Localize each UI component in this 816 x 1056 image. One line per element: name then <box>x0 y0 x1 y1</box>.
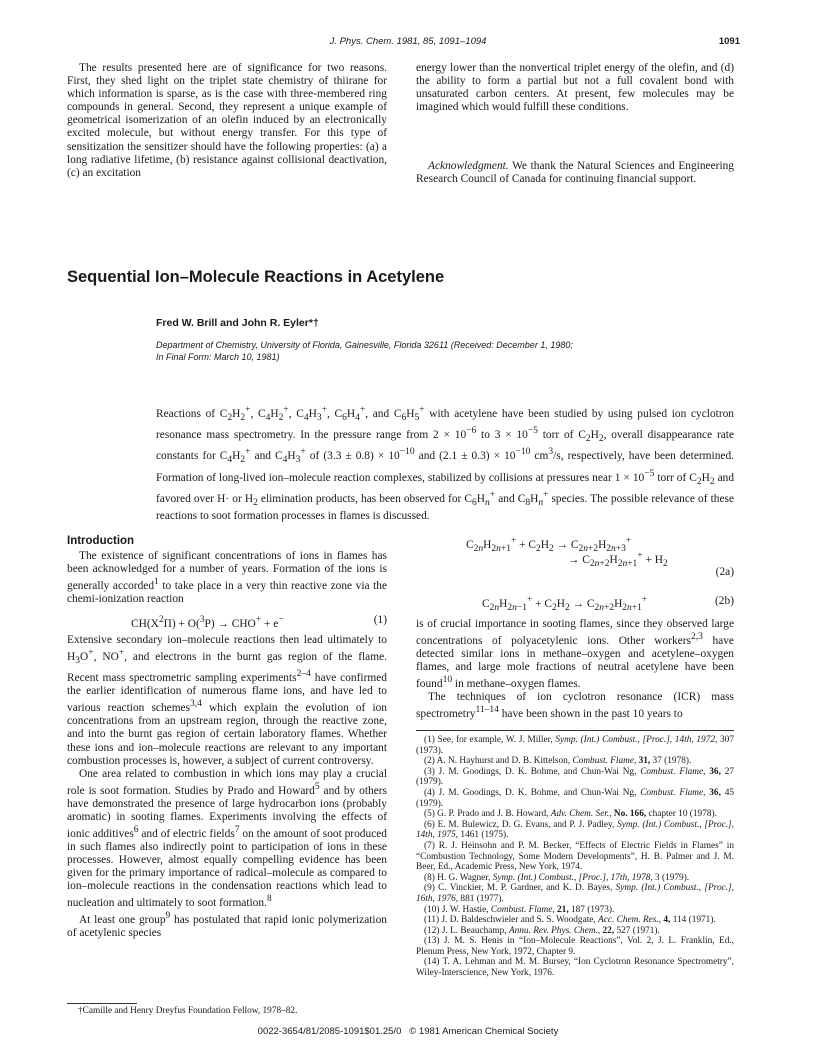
equation-2a-line-1: $C_{2n}H_{2n+1}^+ + C_2H_2 \to C_{2n+2}H_{2n+3}^+$ <box>466 536 632 555</box>
acknowledgment-text: We thank the Natural Sciences and Engineering Research Council of Canada for continuing financial support. <box>416 160 734 186</box>
affiliation-line-1: Department of Chemistry, University of Florida, Gainesville, Florida 32611 (Received: December 1, 1980; <box>156 340 573 350</box>
acknowledgment-label: Acknowledgment. <box>428 160 509 172</box>
reference-item: (12) J. L. Beauchamp, Annu. Rev. Phys. Chem., 22, 527 (1971). <box>424 925 660 936</box>
equation-1 <box>67 614 387 628</box>
equation-2b <box>416 595 734 614</box>
equation-1-number: (1) <box>373 614 387 627</box>
reference-item: (7) R. J. Heinsohn and P. M. Becker, “Effects of Electric Fields in Flames” in “Combustion Technology, Some Modern Developments”, H. B. Palmer and J. M. Beer, Ed., Academic Press, New York, 1974. <box>416 840 734 873</box>
acknowledgment <box>416 160 734 186</box>
reference-item: (5) G. P. Prado and J. B. Howard, Adv. Chem. Ser., No. 166, chapter 10 (1978). <box>424 809 717 820</box>
previous-article-right <box>416 62 734 114</box>
introduction-heading: Introduction <box>67 535 135 547</box>
previous-article-paragraph: The results presented here are of significance for two reasons. First, they shed light on the triplet state chemistry of thiirane for which information is sparse, as is the case with three-membered ring compounds in general. Second, they represent a unique example of geometrical isomerization of an olefin induced by an electronically excited molecule, but without energy transfer. For this type of sensitization the sensitizer should have the following properties: (a) a long radiative lifetime, (b) resistance against collisional deactivation, (c) an excitation <box>67 62 387 179</box>
intro-body <box>67 550 387 940</box>
abstract <box>156 404 734 523</box>
author-footnote: †Camille and Henry Dreyfus Foundation Fellow, 1978–82. <box>78 1006 298 1016</box>
references-list <box>416 735 734 979</box>
equation-2a <box>416 536 734 581</box>
running-header-journal: J. Phys. Chem. 1981, 85, 1091–1094 <box>329 36 487 47</box>
equation-2a-line-2: → $C_{2n+2}H_{2n+1}^+ + H_2$ <box>568 551 668 570</box>
reference-item: (13) J. M. S. Henis in “Ion–Molecule Reactions”, Vol. 2, J. L. Franklin, Ed., Plenum Press, New York, 1972, Chapter 9. <box>416 936 734 957</box>
reference-item: (2) A. N. Hayhurst and D. B. Kittelson, Combust. Flame, 31, 37 (1978). <box>424 756 692 767</box>
article-title: Sequential Ion–Molecule Reactions in Acetylene <box>67 268 445 286</box>
reference-item: (10) J. W. Hastie, Combust. Flame, 21, 187 (1973). <box>424 904 615 915</box>
equation-2b-body: $C_{2n}H_{2n-1}^+ + C_2H_2 \to C_{2n+2}H_{2n+1}^+$ <box>482 595 648 614</box>
reference-item: (11) J. D. Baldeschwieler and S. S. Woodgate, Acc. Chem. Res., 4, 114 (1971). <box>424 915 716 926</box>
reference-item: (6) E. M. Bulewicz, D. G. Evans, and P. J. Padley, Symp. (Int.) Combust., [Proc.], 14th, 1975, 1461 (1975). <box>416 819 734 841</box>
intro-paragraph-2: Extensive secondary ion–molecule reactions then lead ultimately to $H_3O^+$, NO+, and electrons in the burnt gas region of the flame. Recent mass spectrometric sampling experiments$^{2-4}$ have confirmed the earlier identification of numerous flame ions, and have led to various reaction schemes$^{3,4}$ which explain the evolution of ion concentrations from an upstream region, through the reactive zone, and into the burnt gas region of certain laboratory flames. Whether these ions and ion–molecule reactions are relevant to any important combustion processes is, however, a subject of current controversy. <box>67 634 387 767</box>
article-authors: Fred W. Brill and John R. Eyler*† <box>156 317 319 329</box>
references-rule <box>416 730 734 731</box>
equation-2b-number: (2b) <box>715 595 734 607</box>
right-column-body <box>416 618 734 721</box>
equation-1-body: $CH(X^2\Pi) + O(^3P) \to CHO^+ + e^-$ <box>131 615 284 630</box>
abstract-text: Reactions of $C_2H_2^+$, $C_4H_2^+$, $C_4H_3^+$, $C_6H_4^+$, and $C_6H_5^+$ with acetylene have been studied by using pulsed ion cyclotron resonance mass spectrometry. In the pressure range from $2 \times 10^{-6}$ to $3 \times 10^{-5}$ torr of $C_2H_2$, overall disappearance rate constants for $C_4H_2^+$ and $C_4H_3^+$ of $(3.3 \pm 0.8) \times 10^{-10}$ and $(2.1 \pm 0.3) \times 10^{-10}$ $cm^3/s$, respectively, have been determined. Formation of long-lived ion–molecule reaction complexes, stabilized by collisions at pressures near $1 \times 10^{-5}$ torr of $C_2H_2$ and favored over H· or $H_2$ elimination products, has been observed for $C_6H_n^+$ and $C_8H_n^+$ species. The possible relevance of these reactions to soot formation processes in flames is discussed. <box>156 405 735 522</box>
page-footer: 0022-3654/81/2085-1091$01.25/0 © 1981 American Chemical Society <box>257 1026 559 1037</box>
reference-item: (3) J. M. Goodings, D. K. Bohme, and Chun-Wai Ng, Combust. Flame, 36, 27 (1979). <box>416 766 735 788</box>
affiliation-line-2: In Final Form: March 10, 1981) <box>156 352 280 362</box>
previous-article-paragraph-cont: energy lower than the nonvertical triplet energy of the olefin, and (d) the ability to form a partial but not a full covalent bond with unsaturated carbon centers. At present, few molecules may be imagined which would fulfill these conditions. <box>416 62 734 114</box>
reference-item: (8) H. G. Wagner, Symp. (Int.) Combust., [Proc.], 17th, 1978, 3 (1979). <box>424 872 690 883</box>
intro-paragraph-3: One area related to combustion in which ions may play a crucial role is soot formation. Studies by Prado and Howard$^5$ and by others have demonstrated the presence of large hydrocarbon ions (probably aromatic) in sooting flames. Experiments involving the effects of ionic additives$^6$ and of electric fields$^7$ on the amount of soot produced in such flames also indirectly point to participation of ions in these processes. However, almost equally compelling evidence has been given for the primary importance of radical–molecule as compared to ion–molecule reactions in the condensation reactions which lead to nucleation and ultimately to soot formation.$^8$ <box>67 767 387 909</box>
right-paragraph-2: The techniques of ion cyclotron resonance (ICR) mass spectrometry$^{11-14}$ have been shown in the past 10 years to <box>416 691 734 720</box>
reference-item: (1) See, for example, W. J. Miller, Symp. (Int.) Combust., [Proc.], 14th, 1972, 307 (1973). <box>416 735 734 756</box>
reference-item: (14) T. A. Lehman and M. M. Bursey, “Ion Cyclotron Resonance Spectrometry”, Wiley-Interscience, New York, 1976. <box>416 957 734 979</box>
equation-2a-number: (2a) <box>715 566 734 578</box>
intro-paragraph-1: The existence of significant concentrations of ions in flames has been acknowledged for a number of years. Formation of the ions is generally accorded$^1$ to take place in a very thin reactive zone via the chemi-ionization reaction <box>67 550 388 606</box>
right-paragraph-1: is of crucial importance in sooting flames, since they observed large concentrations of polyacetylenic ions. Other workers$^{2,3}$ have detected similar ions in methane–oxygen and acetylene–oxygen flames, and large mole fractions of neutral acetylene have been found$^{10}$ in methane–oxygen flames. <box>416 618 734 690</box>
reference-item: (4) J. M. Goodings, D. K. Bohme, and Chun-Wai Ng, Combust. Flame, 36, 45 (1979). <box>416 787 735 809</box>
footnote-rule <box>67 1003 137 1004</box>
page-number: 1091 <box>718 36 740 47</box>
previous-article-left <box>67 62 387 180</box>
reference-item: (9) C. Vinckier, M. P. Gardner, and K. D. Bayes, Symp. (Int.) Combust., [Proc.], 16th, 1976, 881 (1977). <box>416 883 734 904</box>
intro-paragraph-4: At least one group$^9$ has postulated that rapid ionic polymerization of acetylenic species <box>67 911 387 939</box>
